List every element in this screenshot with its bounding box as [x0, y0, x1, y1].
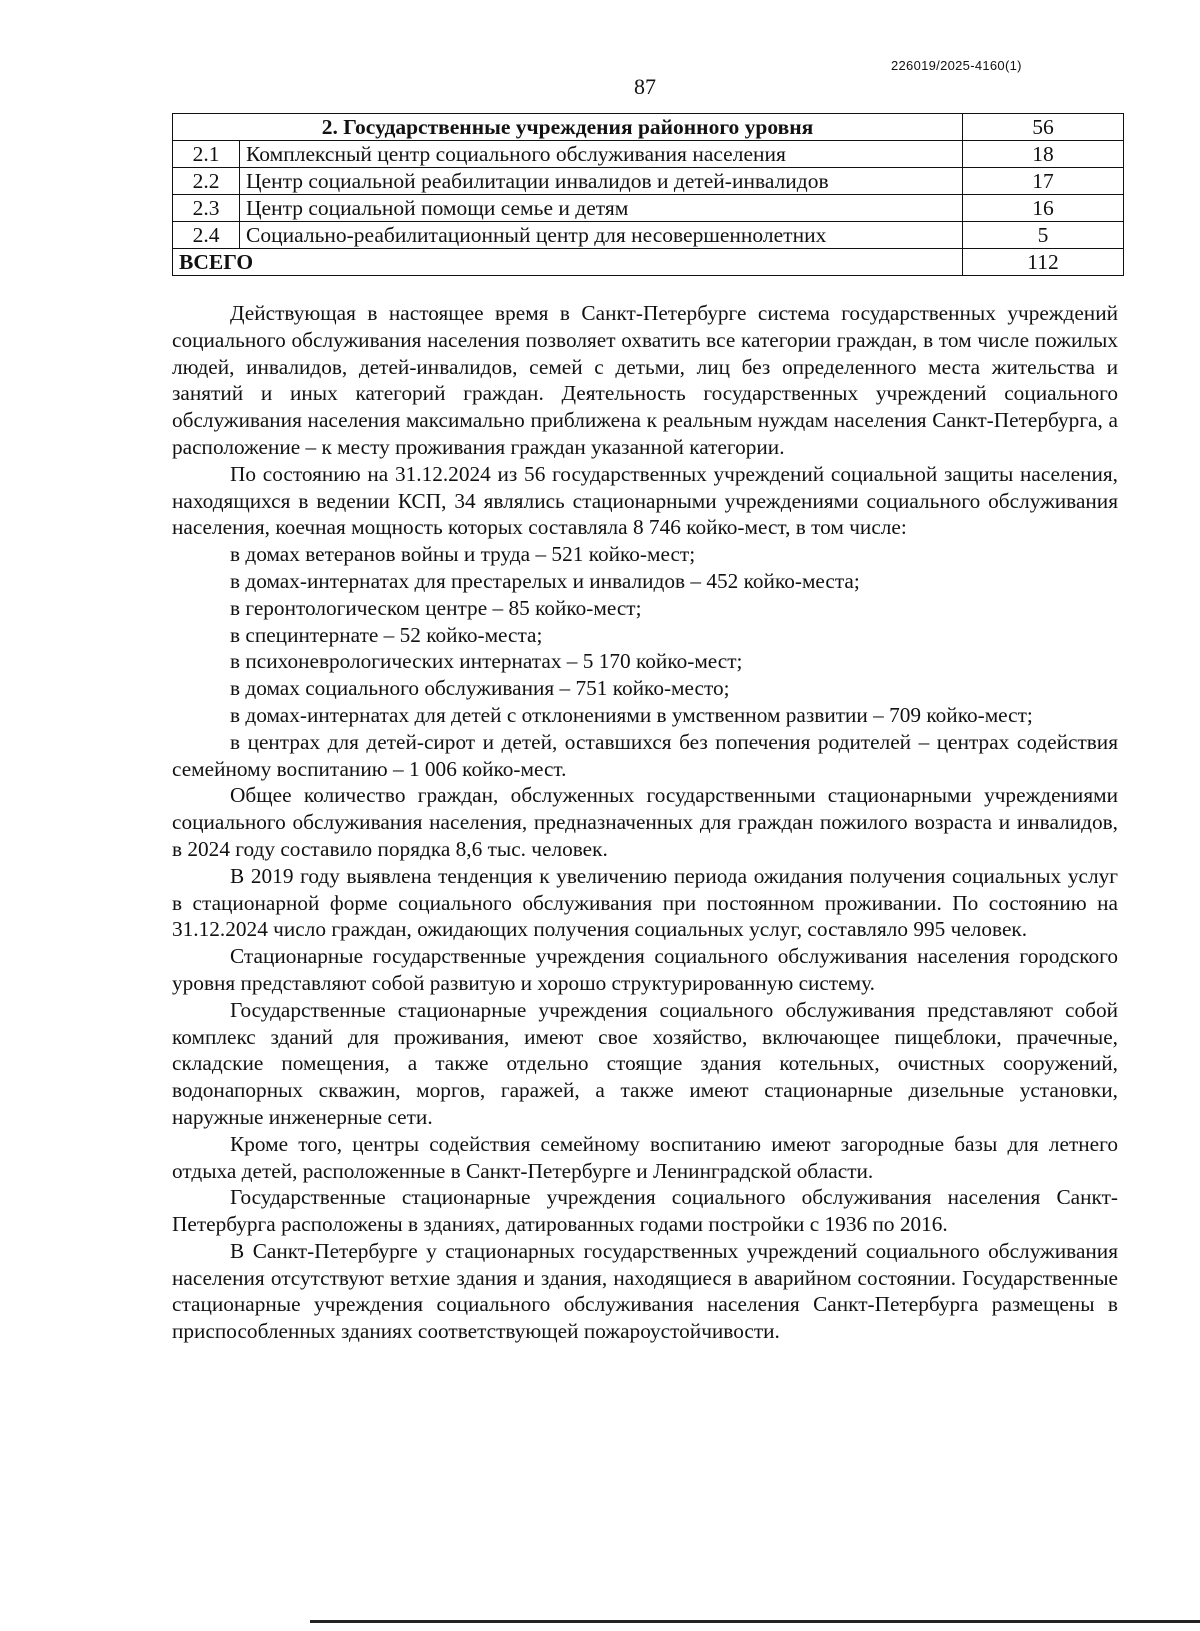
table-row	[173, 195, 1124, 222]
list-item: в домах ветеранов войны и труда – 521 койко-мест;	[230, 542, 696, 567]
table-section-row	[173, 114, 1124, 141]
section-title: 2. Государственные учреждения районного уровня	[173, 114, 963, 141]
scan-edge-line	[310, 1620, 1200, 1623]
table-row	[173, 168, 1124, 195]
row-value: 16	[963, 195, 1124, 222]
paragraph: Кроме того, центры содействия семейному воспитанию имеют загородные базы для летнего отдыха детей, расположенные в Санкт-Петербурге и Ленинградской области.	[172, 1131, 1118, 1183]
paragraph: Стационарные государственные учреждения социального обслуживания населения городского уровня представляют собой развитую и хорошо структурированную систему.	[172, 944, 1118, 995]
list-item: в домах-интернатах для престарелых и инвалидов – 452 койко-места;	[230, 568, 860, 593]
row-name: Комплексный центр социального обслуживания населения	[240, 141, 963, 168]
paragraph: Государственные стационарные учреждения социального обслуживания населения Санкт-Петербурга расположены в зданиях, датированных годами постройки с 1936 по 2016.	[172, 1185, 1118, 1237]
list-item: в специнтернате – 52 койко-места;	[230, 622, 543, 647]
table-total-row	[173, 249, 1124, 276]
row-code: 2.3	[173, 195, 240, 222]
list-item: в домах социального обслуживания – 751 койко-место;	[230, 676, 730, 701]
row-code: 2.4	[173, 222, 240, 249]
paragraph: Действующая в настоящее время в Санкт-Петербурге система государственных учреждений социального обслуживания населения позволяет охватить все категории граждан, в том числе пожилых людей, инвалидов, детей-инвалидов, семей с детьми, лиц без определенного места жительства и занятий и иных категорий граждан. Деятельность государственных учреждений социального обслуживания населения максимально приближена к реальным нуждам населения Санкт-Петербурга, а расположение – к месту проживания граждан указанной категории.	[172, 301, 1118, 459]
paragraph: В 2019 году выявлена тенденция к увеличению периода ожидания получения социальных услуг в стационарной форме социального обслуживания при постоянном проживании. По состоянию на 31.12.2024 число граждан, ожидающих получения социальных услуг, составляло 995 человек.	[172, 863, 1118, 942]
row-value: 17	[963, 168, 1124, 195]
row-value: 5	[963, 222, 1124, 249]
page-number: 87	[634, 74, 656, 99]
table-row	[173, 141, 1124, 168]
section-value: 56	[963, 114, 1124, 141]
paragraph: По состоянию на 31.12.2024 из 56 государственных учреждений социальной защиты населения, находящихся в ведении КСП, 34 являлись стационарными учреждениями социального обслуживания населения, коечная мощность которых составляла 8 746 койко-мест, в том числе:	[172, 461, 1118, 540]
list-item: в психоневрологических интернатах – 5 170 койко-мест;	[230, 649, 743, 674]
institutions-table	[172, 113, 1124, 276]
row-name: Центр социальной реабилитации инвалидов и детей-инвалидов	[240, 168, 963, 195]
row-code: 2.2	[173, 168, 240, 195]
total-value: 112	[963, 249, 1124, 276]
paragraph: Общее количество граждан, обслуженных государственными стационарными учреждениями социального обслуживания населения, предназначенных для граждан пожилого возраста и инвалидов, в 2024 году составило порядка 8,6 тыс. человек.	[172, 783, 1118, 861]
row-name: Социально-реабилитационный центр для несовершеннолетних	[240, 222, 963, 249]
list-item: в домах-интернатах для детей с отклонениями в умственном развитии – 709 койко-мест;	[230, 702, 1033, 727]
document-body	[172, 300, 1118, 1345]
paragraph: В Санкт-Петербурге у стационарных государственных учреждений социального обслуживания населения отсутствуют ветхие здания и здания, находящиеся в аварийном состоянии. Государственные стационарные учреждения социального обслуживания населения Санкт-Петербурга размещены в приспособленных зданиях соответствующей пожароустойчивости.	[172, 1238, 1118, 1344]
list-item: в геронтологическом центре – 85 койко-мест;	[230, 595, 642, 620]
row-name: Центр социальной помощи семье и детям	[240, 195, 963, 222]
row-value: 18	[963, 141, 1124, 168]
row-code: 2.1	[173, 141, 240, 168]
list-item: в центрах для детей-сирот и детей, оставшихся без попечения родителей – центрах содействия семейному воспитанию – 1 006 койко-мест.	[172, 729, 1118, 781]
table-row	[173, 222, 1124, 249]
total-label: ВСЕГО	[173, 249, 963, 276]
paragraph: Государственные стационарные учреждения социального обслуживания представляют собой комплекс зданий для проживания, имеют свое хозяйство, включающее пищеблоки, прачечные, складские помещения, а также отдельно стоящие здания котельных, очистных сооружений, водонапорных скважин, моргов, гаражей, а также имеют стационарные дизельные установки, наружные инженерные сети.	[172, 997, 1118, 1129]
document-registration-number: 226019/2025-4160(1)	[891, 58, 1022, 73]
